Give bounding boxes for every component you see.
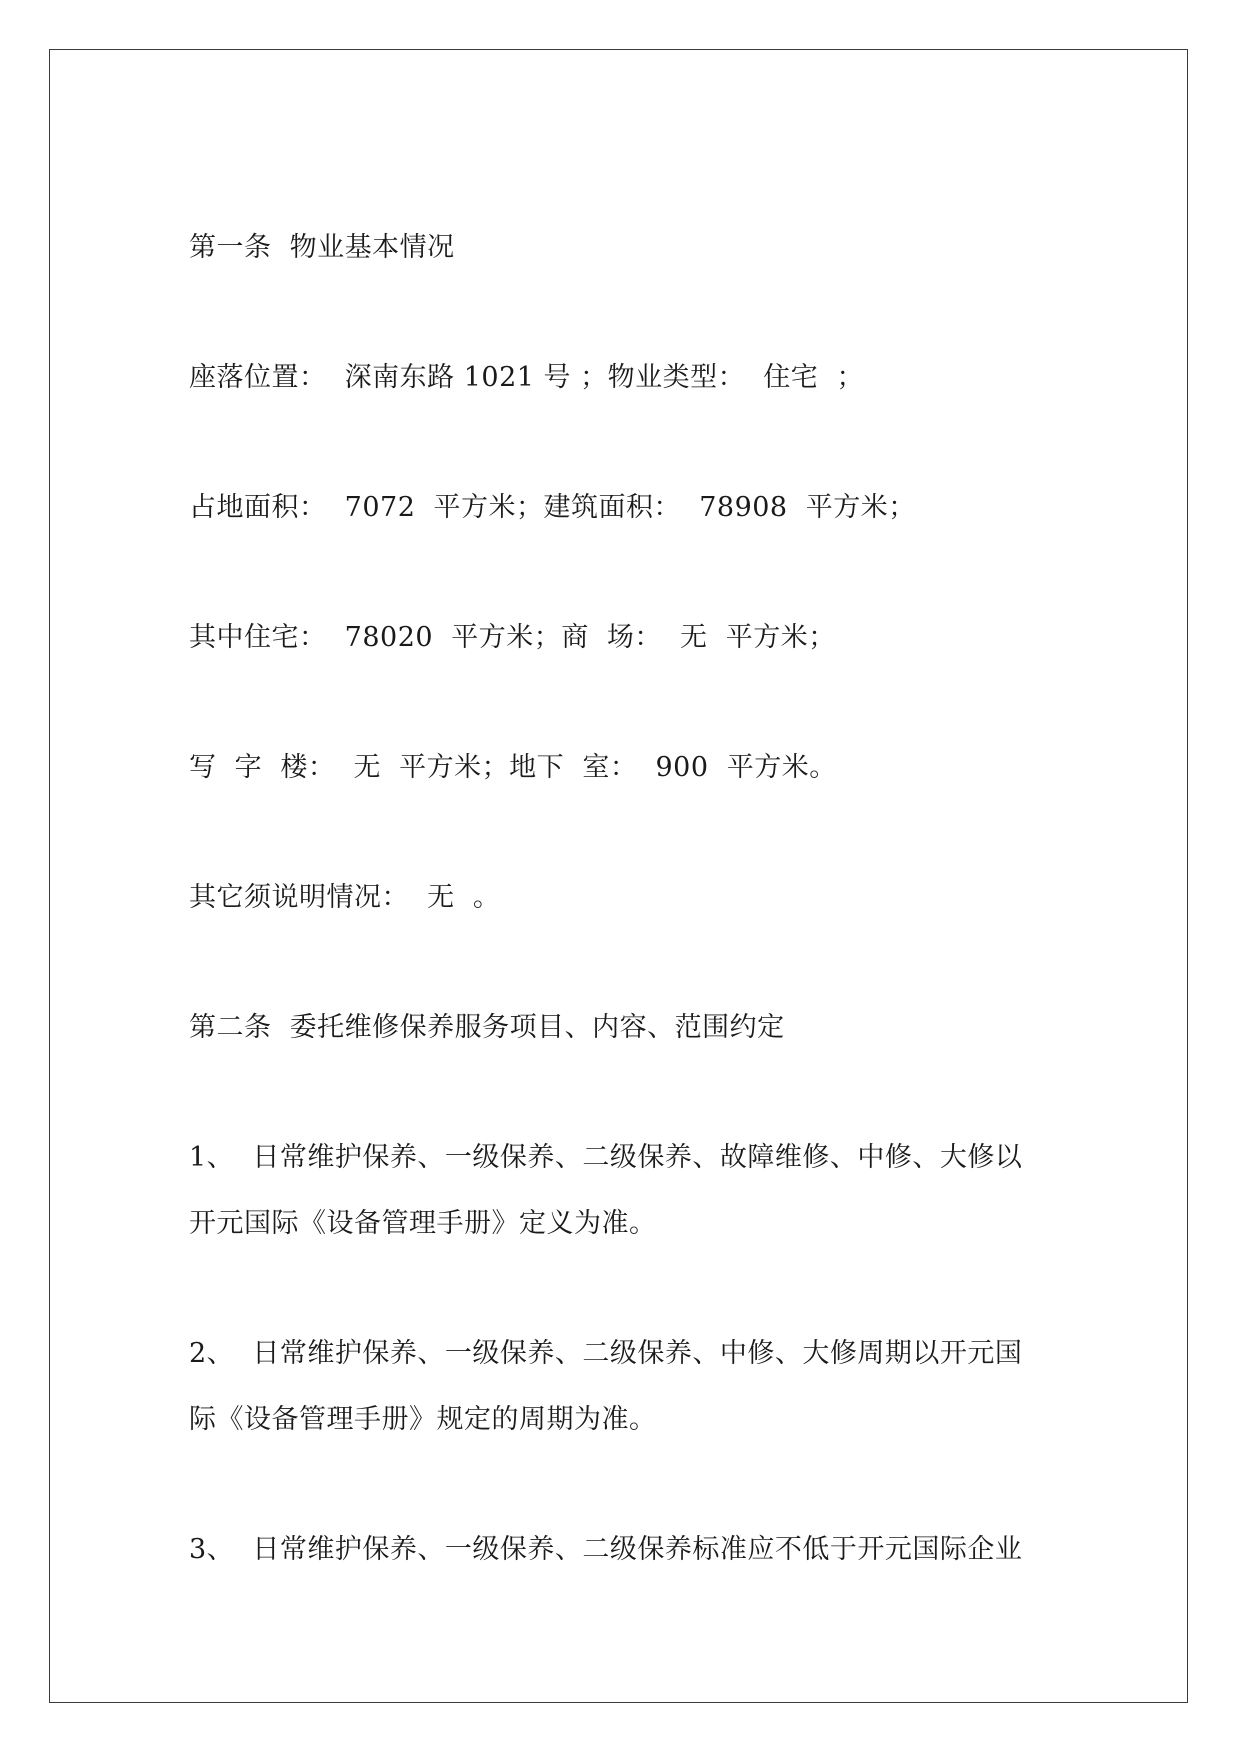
clause-1-line-2: 开元国际《设备管理手册》定义为准。 [189, 1208, 657, 1239]
location-type-line: 座落位置： 深南东路 1021 号 ；物业类型： 住宅 ； [189, 362, 864, 393]
article-2-heading: 第二条 委托维修保养服务项目、内容、范围约定 [189, 1012, 785, 1043]
other-notes-line: 其它须说明情况： 无 。 [189, 882, 501, 913]
clause-1-line-1: 1、 日常维护保养、一级保养、二级保养、故障维修、中修、大修以 [189, 1142, 1023, 1173]
article-1-heading: 第一条 物业基本情况 [189, 232, 455, 263]
clause-3-line-1: 3、 日常维护保养、一级保养、二级保养标准应不低于开元国际企业 [189, 1534, 1023, 1565]
clause-2-line-2: 际《设备管理手册》规定的周期为准。 [189, 1404, 657, 1435]
clause-2-line-1: 2、 日常维护保养、一级保养、二级保养、中修、大修周期以开元国 [189, 1338, 1023, 1369]
area-line: 占地面积： 7072 平方米；建筑面积： 78908 平方米； [189, 492, 916, 523]
residential-mall-line: 其中住宅： 78020 平方米；商 场： 无 平方米； [189, 622, 836, 653]
page-border [49, 49, 1188, 1703]
office-basement-line: 写 字 楼： 无 平方米；地下 室： 900 平方米。 [189, 752, 837, 783]
